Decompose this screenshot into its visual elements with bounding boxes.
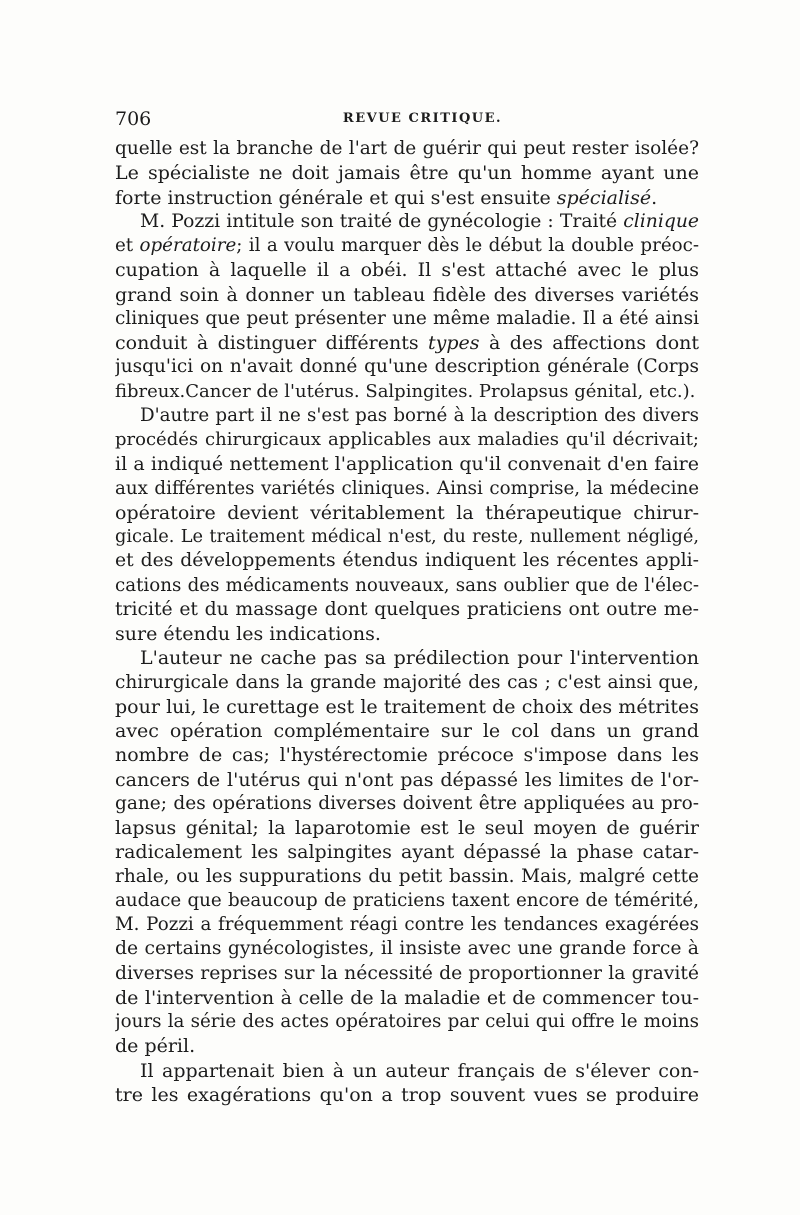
text-line [115, 452, 699, 476]
text-line [115, 816, 699, 840]
text-run: de l'intervention à celle de la maladie et de commencer tou- [115, 986, 699, 1009]
text-run: cupation à laquelle il a obéi. Il s'est attaché avec le plus [115, 259, 699, 282]
text-line [115, 525, 699, 549]
text-run: fibreux.Cancer de l'utérus. Salpingites. Prolapsus génital, etc.). [115, 380, 696, 402]
text-run: jusqu'ici on n'avait donné qu'une description générale (Corps [115, 356, 699, 378]
text-run: chirurgicale dans la grande majorité des cas ; c'est ainsi que, [115, 671, 699, 693]
body-text [115, 137, 699, 1107]
text-line [115, 937, 699, 961]
text-line [115, 477, 699, 501]
text-line [115, 646, 699, 670]
text-line [115, 283, 699, 307]
running-head [115, 104, 700, 134]
text-line [115, 768, 699, 792]
italic-run: clinique [623, 210, 699, 232]
text-run: gicale. Le traitement médical n'est, du reste, nullement négligé, [115, 527, 699, 547]
text-line [115, 428, 699, 452]
text-run: M. Pozzi intitule son traité de gynécologie : Traité [140, 210, 624, 232]
text-run: gane; des opérations diverses doivent être appliquées au pro- [115, 792, 699, 814]
text-run-after: . [651, 186, 658, 209]
text-run: avec opération complémentaire sur le col dans un grand [115, 720, 699, 742]
text-line [115, 137, 699, 161]
text-line [115, 792, 699, 816]
text-line [115, 598, 699, 622]
text-line [115, 404, 699, 428]
text-line [115, 307, 699, 331]
text-line [115, 210, 699, 234]
text-line [115, 380, 699, 404]
text-run: nombre de cas; l'hystérectomie précoce s'impose dans les [115, 744, 699, 767]
text-run: audace que beaucoup de praticiens taxent encore de témérité, [115, 889, 699, 911]
text-line [115, 743, 699, 767]
text-run: M. Pozzi a fréquemment réagi contre les tendances exagérées [115, 914, 699, 935]
text-run: quelle est la branche de l'art de guérir qui peut rester isolée? [115, 138, 699, 159]
text-run: il a indiqué nettement l'application qu'il convenait d'en faire [115, 453, 699, 476]
text-run: opératoire devient véritablement la thérapeutique chirur- [115, 501, 699, 524]
running-title: REVUE CRITIQUE. [342, 111, 503, 126]
text-run: tricité et du massage dont quelques praticiens ont outre me- [115, 598, 699, 620]
text-line [115, 1010, 699, 1034]
text-line [115, 986, 699, 1010]
text-run: lapsus génital; la laparotomie est le seul moyen de guérir [115, 817, 699, 839]
text-run: rhale, ou les suppurations du petit bassin. Mais, malgré cette [115, 865, 699, 887]
text-run: de péril. [115, 1035, 196, 1058]
text-line [115, 161, 699, 185]
text-run: tre les exagérations qu'on a trop souvent vues se produire [115, 1083, 699, 1106]
text-line [115, 1059, 699, 1083]
text-run: cliniques que peut présenter une même maladie. Il a été ainsi [115, 307, 699, 329]
text-line [115, 1083, 699, 1107]
italic-run: spécialisé [556, 186, 652, 209]
text-line [115, 695, 699, 719]
text-run: forte instruction générale et qui s'est ensuite [115, 186, 557, 209]
text-run: de certains gynécologistes, il insiste avec une grande force à [115, 938, 699, 960]
text-run-after: ; il a voulu marquer dès le début la double préoc- [236, 235, 699, 256]
text-run: diverses reprises sur la nécessité de proportionner la gravité [115, 962, 699, 984]
text-line [115, 671, 699, 695]
text-run: conduit à distinguer différents [115, 332, 429, 354]
text-run: aux différentes variétés cliniques. Ainsi comprise, la médecine [115, 477, 699, 499]
text-run: sure étendu les indications. [115, 623, 381, 645]
text-line [115, 258, 699, 282]
text-line [115, 501, 699, 525]
text-run: et des développements étendus indiquent les récentes appli- [115, 550, 699, 572]
text-line [115, 234, 699, 258]
text-run: et [115, 235, 140, 256]
text-line [115, 186, 699, 210]
text-run: procédés chirurgicaux applicables aux maladies qu'il décrivait; [115, 429, 699, 450]
text-run: D'autre part il ne s'est pas borné à la description des divers [140, 404, 699, 426]
text-line [115, 331, 699, 355]
text-line [115, 622, 699, 646]
text-run-after: à des affections dont [479, 332, 699, 354]
text-run: L'auteur ne cache pas sa prédilection pour l'intervention [140, 647, 699, 670]
text-run: Il appartenait bien à un auteur français de s'élever con- [140, 1059, 699, 1082]
text-run: grand soin à donner un tableau fidèle des diverses variétés [115, 283, 699, 306]
page-number: 706 [115, 108, 152, 130]
text-line [115, 719, 699, 743]
text-line [115, 913, 699, 937]
text-line [115, 840, 699, 864]
text-line [115, 574, 699, 598]
text-line [115, 962, 699, 986]
text-run: cations des médicaments nouveaux, sans oublier que de l'élec- [115, 574, 699, 596]
text-line [115, 1034, 699, 1058]
text-run: pour lui, le curettage est le traitement de choix des métrites [115, 695, 699, 718]
text-run: cancers de l'utérus qui n'ont pas dépassé les limites de l'or- [115, 768, 699, 791]
text-line [115, 355, 699, 379]
text-run: radicalement les salpingites ayant dépassé la phase catar- [115, 841, 699, 864]
text-run: Le spécialiste ne doit jamais être qu'un homme ayant une [115, 162, 699, 185]
text-line [115, 865, 699, 889]
italic-run: types [428, 332, 480, 354]
text-line [115, 889, 699, 913]
italic-run: opératoire [139, 235, 237, 256]
text-line [115, 549, 699, 573]
text-run: jours la série des actes opératoires par celui qui offre le moins [115, 1011, 699, 1032]
